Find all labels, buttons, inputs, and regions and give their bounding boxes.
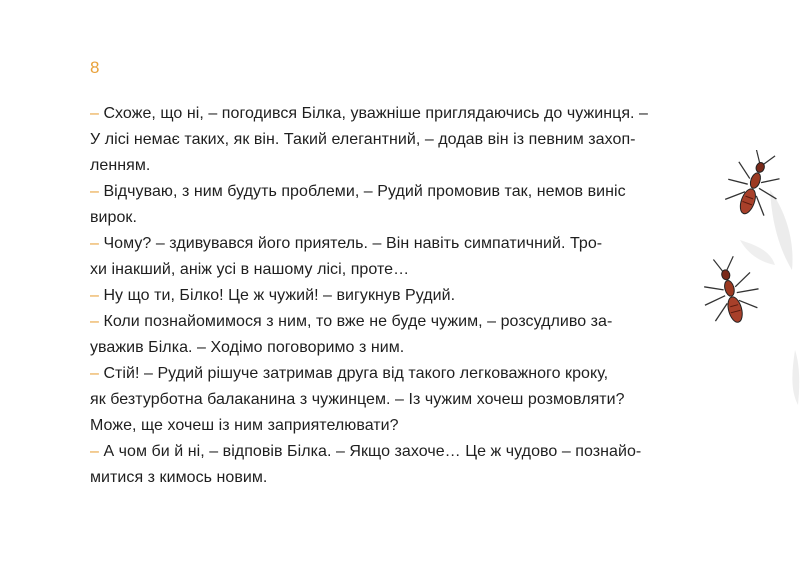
line-text: Схоже, що ні, – погодився Білка, уважніше приглядаючись до чужинця. – (103, 105, 648, 122)
line-text: хи інакший, аніж усі в нашому лісі, проте… (90, 261, 410, 278)
line-text: Коли познайомимося з ним, то вже не буде чужим, – розсудливо за- (103, 313, 613, 330)
leaf-shadow-shape (770, 190, 793, 270)
dialogue-dash: – (90, 313, 104, 330)
line-text: Відчуваю, з ним будуть проблеми, – Рудий промовив так, немов виніс (103, 183, 626, 200)
text-line (90, 283, 730, 309)
line-text: вирок. (90, 209, 137, 226)
line-text: ленням. (90, 157, 151, 174)
line-text: як безтурботна балаканина з чужинцем. – Із чужим хочеш розмовляти? (90, 391, 625, 408)
leaf-shadow-shape (740, 240, 775, 265)
text-line (90, 439, 730, 465)
dialogue-dash: – (90, 443, 104, 460)
text-line (90, 127, 730, 153)
text-line (90, 387, 730, 413)
text-line (90, 361, 730, 387)
dialogue-dash: – (90, 235, 104, 252)
text-line (90, 465, 730, 491)
text-line (90, 335, 730, 361)
line-text: У лісі немає таких, як він. Такий елегантний, – додав він із певним захоп- (90, 131, 636, 148)
text-line (90, 153, 730, 179)
line-text: Ну що ти, Білко! Це ж чужий! – вигукнув Рудий. (103, 287, 456, 304)
ant-illustration (700, 150, 800, 410)
line-text: уважив Білка. – Ходімо поговоримо з ним. (90, 339, 405, 356)
text-line (90, 309, 730, 335)
line-text: митися з кимось новим. (90, 469, 268, 486)
dialogue-dash: – (90, 365, 104, 382)
line-text: А чом би й ні, – відповів Білка. – Якщо захоче… Це ж чудово – познайо- (103, 443, 642, 460)
text-line (90, 205, 730, 231)
text-line (90, 101, 730, 127)
page-number: 8 (90, 58, 100, 77)
text-line (90, 179, 730, 205)
text-line (90, 413, 730, 439)
line-text: Чому? – здивувався його приятель. – Він навіть симпатичний. Тро- (103, 235, 603, 252)
dialogue-dash: – (90, 183, 104, 200)
line-text: Може, ще хочеш із ним заприятелювати? (90, 417, 399, 434)
line-text: Стій! – Рудий рішуче затримав друга від такого легковажного кроку, (103, 365, 609, 382)
text-line (90, 257, 730, 283)
leaf-shadow-shape (792, 350, 799, 405)
dialogue-dash: – (90, 105, 104, 122)
dialogue-dash: – (90, 287, 104, 304)
story-text (90, 101, 730, 491)
text-line (90, 231, 730, 257)
ant-icon (700, 250, 766, 329)
